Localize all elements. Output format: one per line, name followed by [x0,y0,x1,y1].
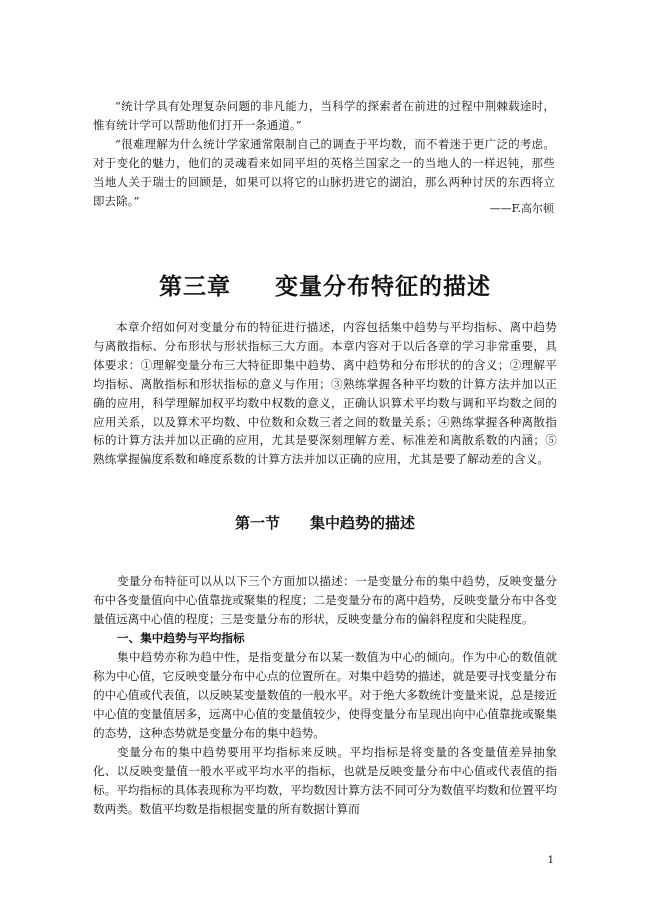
section-number: 第一节 [234,514,280,532]
section-name: 集中趋势的描述 [310,514,416,532]
epigraph-attribution: ——F.高尔顿 [489,202,554,215]
epigraph-quote-2-text: “很难理解为什么统计学家通常限制自己的调查于平均数，而不着迷于更广泛的考虑。对于变化的魅力，他们的灵魂看来如同平坦的英格兰国家之一的当地人的一样迟钝，那些当地人关于瑞士的回顾是，如果可以将它的山脉扔进它的湖泊，那么两种讨厌的东西将立即去除。” [93,137,555,208]
subheading: 一、集中趋势与平均指标 [117,631,245,645]
epigraph-quote-2 [93,135,555,211]
body-paragraph-1: 变量分布特征可以从以下三个方面加以描述：一是变量分布的集中趋势，反映变量分布中各变量值向中心值靠拢或聚集的程度；二是变量分布的离中趋势，反映变量分布中各变量值远离中心值的程度；三是变量分布的形状，反映变量分布的偏斜程度和尖陡程度。 [93,574,557,626]
page-number: 1 [547,855,554,866]
body-paragraph-2: 集中趋势亦称为趋中性，是指变量分布以某一数值为中心的倾向。作为中心的数值就称为中心值，它反映变量分布中心点的位置所在。对集中趋势的描述，就是要寻找变量分布的中心值或代表值，以反映某变量数值的一般水平。对于绝大多数统计变量来说，总是接近中心值的变量值居多，远离中心值的变量值较少，使得变量分布呈现出向中心值靠拢或聚集的态势，这种态势就是变量分布的集中趋势。 [93,650,557,740]
chapter-number: 第三章 [159,274,231,300]
body-paragraph-3: 变量分布的集中趋势要用平均指标来反映。平均指标是将变量的各变量值差异抽象化、以反映变量值一般水平或平均水平的指标，也就是反映变量分布中心值或代表值的指标。平均指标的具体表现称为平均数，平均数因计算方法不同可分为数值平均数和位置平均数两类。数值平均数是指根据变量的所有数据计算而 [93,745,557,816]
chapter-name: 变量分布特征的描述 [275,274,491,300]
epigraph-quote-1 [93,97,555,135]
section-title [0,512,650,533]
chapter-title [0,268,650,301]
chapter-intro: 本章介绍如何对变量分布的特征进行描述，内容包括集中趋势与平均指标、离中趋势与离散指标、分布形状与形状指标三大方面。本章内容对于以后各章的学习非常重要，具体要求：①理解变量分布三大特征即集中趋势、离中趋势和分布形状的的含义；②理解平均指标、离散指标和形状指标的意义与作用；③熟练掌握各种平均数的计算方法并加以正确的应用，科学理解加权平均数中权数的意义，正确认识算术平均数与调和平均数之间的应用关系，以及算术平均数、中位数和众数三者之间的数量关系；④熟练掌握各种离散指标的计算方法并加以正确的应用，尤其是要深刻理解方差、标准差和离散系数的内涵；⑤熟练掌握偏度系数和峰度系数的计算方法并加以正确的应用，尤其是要了解动差的含义。 [93,320,557,467]
epigraph-quote-1-text: “统计学具有处理复杂问题的非凡能力，当科学的探索者在前进的过程中荆棘载途时，惟有统计学可以帮助他们打开一条通道。” [93,99,555,132]
section-body [93,572,557,819]
